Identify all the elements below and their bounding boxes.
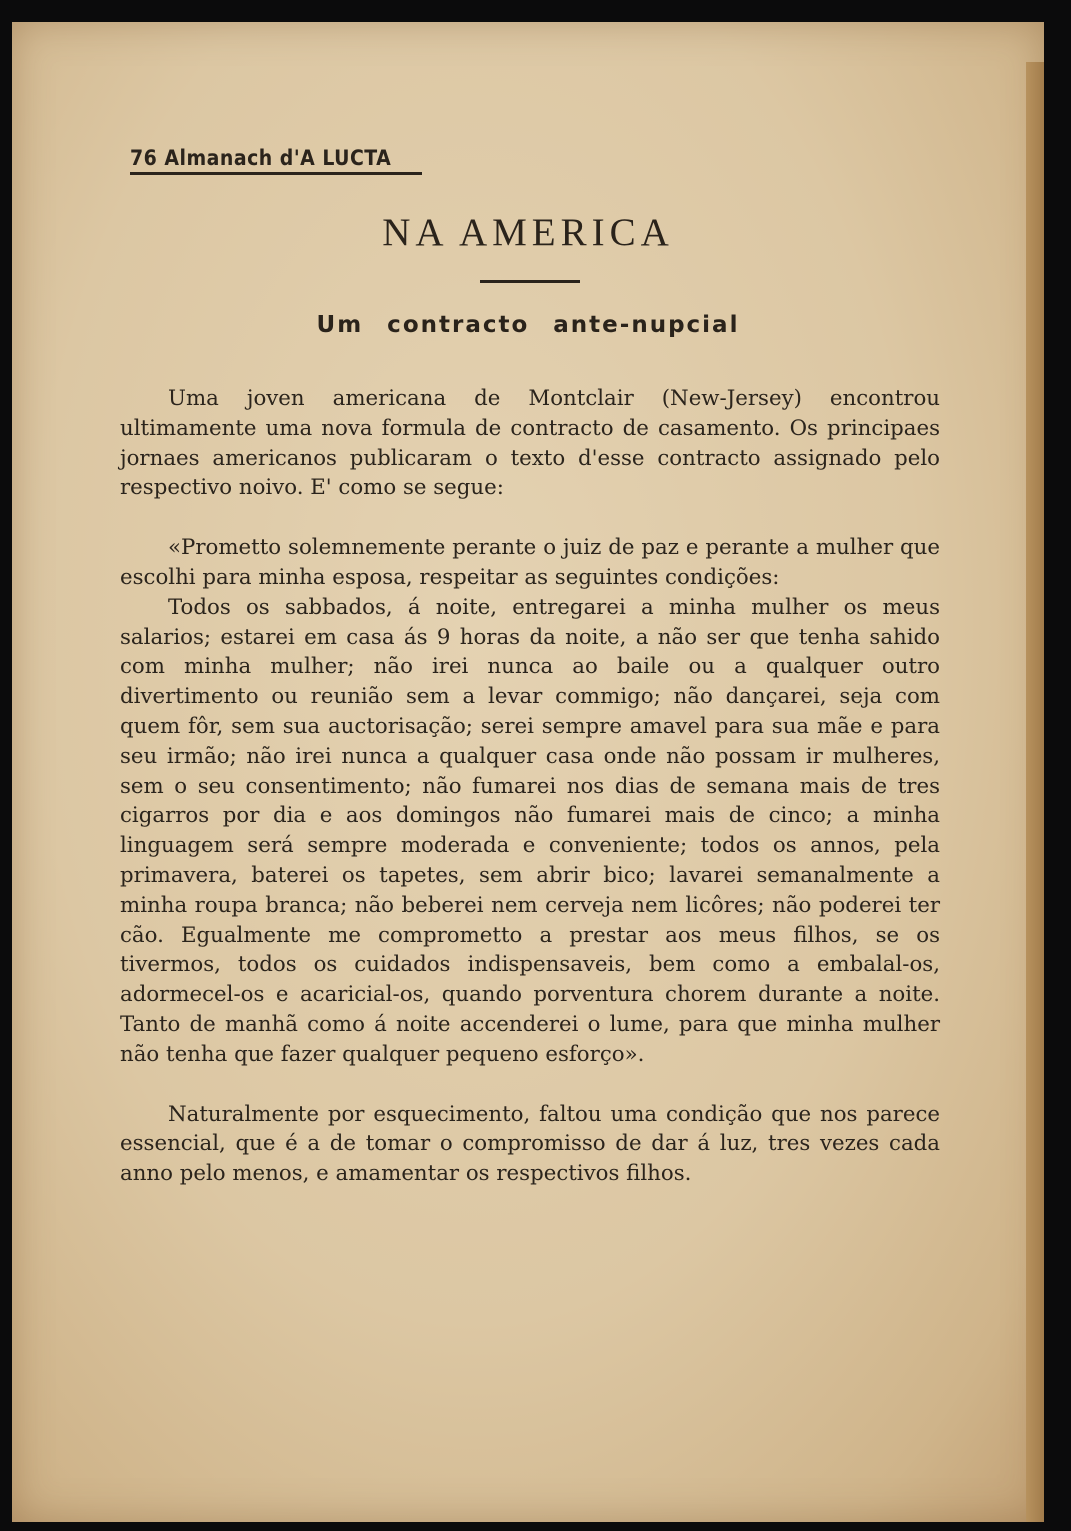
article-subtitle: Um contracto ante-nupcial xyxy=(316,312,740,338)
paragraph-closing: Naturalmente por esquecimento, faltou uma condição que nos parece essencial, que é a de tomar o compromisso de dar á luz, tres vezes cada anno pelo menos, e amamentar os respectivos filhos. xyxy=(120,1101,940,1187)
page-edge xyxy=(1026,62,1044,1522)
paragraph-quote-open: «Prometto solemnemente perante o juiz de paz e perante a mulher que escolhi para minha esposa, respeitar as seguintes condições: xyxy=(120,535,940,590)
running-head: 76 Almanach d'A LUCTA xyxy=(130,146,422,175)
title-rule xyxy=(480,280,580,283)
article-body xyxy=(120,384,940,1189)
article-title: NA AMERICA xyxy=(382,211,674,254)
paragraph-conditions: Todos os sabbados, á noite, entregarei a minha mulher os meus salarios; estarei em casa ás 9 horas da noite, a não ser que tenha sahido com minha mulher; não irei nunca ao baile ou a qualquer outro divertimento ou reunião sem a levar commigo; não dançarei, seja com quem fôr, sem sua auctorisação; serei sempre amavel para sua mãe e para seu irmão; não irei nunca a qualquer casa onde não possam ir mulheres, sem o seu consentimento; não fumarei nos dias de semana mais de tres cigarros por dia e aos domingos não fumarei mais de cinco; a minha linguagem será sempre moderada e conveniente; todos os annos, pela primavera, baterei os tapetes, sem abrir bico; lavarei semanalmente a minha roupa branca; não beberei nem cerveja nem licôres; não poderei ter cão. Egualmente me comprometto a prestar aos meus filhos, se os tivermos, todos os cuidados indispensaveis, bem como a embalal-os, adormecel-os e acaricial-os, quando porventura chorem durante a noite. Tanto de manhã como á noite accenderei o lume, para que minha mulher não tenha que fazer qualquer pequeno esforço». xyxy=(120,594,940,1067)
book-page xyxy=(12,22,1044,1522)
paragraph-intro: Uma joven americana de Montclair (New-Jersey) encontrou ultimamente uma nova formula de contracto de casamento. Os principaes jornaes americanos publicaram o texto d'esse contracto assignado pelo respectivo noivo. E' como se segue: xyxy=(120,386,940,501)
